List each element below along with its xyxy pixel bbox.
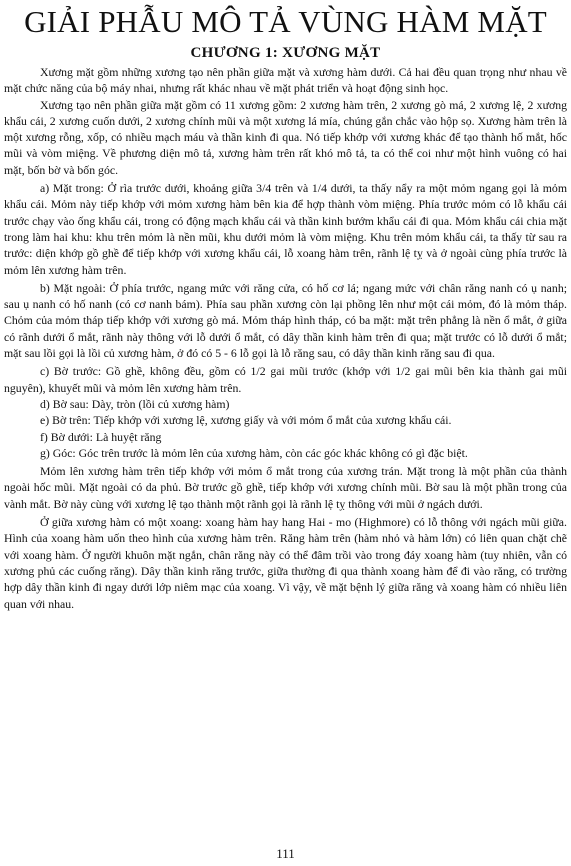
paragraph-intro: Xương mặt gồm những xương tạo nên phần giữa mặt và xương hàm dưới. Cả hai đều quan trọng như nhau về mặt chức năng của bộ máy nhai, nhưng rất khác nhau về mặt phát triển và hoạt động sinh học. [4, 65, 567, 96]
paragraph-sinus: Ở giữa xương hàm có một xoang: xoang hàm hay hang Hai - mo (Highmore) có lỗ thông với ngách mũi giữa. Hình của xoang hàm uốn theo hình của xương hàm trên. Răng hàm trên (hàm nhỏ và hàm lớn) có liên quan chặt chẽ với xoang hàm. Ở người khuôn mặt ngắn, chân răng này có thể đâm trồi vào trong đáy xoang hàm (tuy nhiên, vẫn có xương phủ các cuống răng). Dây thần kinh răng trước, giữa thường đi qua thành xoang hàm để đi vào răng, có trường hợp dây thần kinh đi ngay dưới lớp niêm mạc của xoang. Vì vậy, về mặt bệnh lý giữa răng và xoang hàm có nhiều liên quan với nhau. [4, 515, 567, 611]
paragraph-top-edge: e) Bờ trên: Tiếp khớp với xương lệ, xương giấy và với mỏm ổ mắt của xương khẩu cái. [40, 413, 452, 428]
page-title: GIẢI PHẪU MÔ TẢ VÙNG HÀM MẶT [24, 4, 547, 39]
paragraph-bottom-edge: f) Bờ dưới: Là huyệt răng [40, 429, 162, 444]
page-number: 111 [276, 846, 295, 861]
paragraph-corner: g) Góc: Góc trên trước là mỏm lên của xương hàm, còn các góc khác không có gì đặc biệt. [40, 445, 468, 460]
paragraph-outer-surface: b) Mặt ngoài: Ở phía trước, ngang mức với răng cửa, có hố cơ lá; ngang mức với chân răng nanh có ụ nanh; sau ụ nanh có hố nanh (có cơ nanh bám). Phía sau phần xương còn lại phồng lên như một cái mỏm, đó là mỏm tháp. Chỏm của mỏm tháp tiếp khớp với xương gò má. Mỏm tháp hình tháp, có ba mặt: mặt trên phẳng là nền ổ mắt, ở giữa có rãnh dưới ổ mắt, rãnh này thông với lỗ dưới ổ mắt, có dây thần kinh hàm trên đi qua; mặt trước có lỗ dưới ổ mắt; mặt sau lồi gọi là lồi củ xương hàm, ở đó có 5 - 6 lỗ gọi là lỗ răng sau, có dây thần kinh răng sau đi qua. [4, 280, 567, 361]
paragraph-front-edge: c) Bờ trước: Gồ ghề, không đều, gồm có 1/2 gai mũi trước (khớp với 1/2 gai mũi bên kia thành gai mũi nguyên), khuyết mũi và mỏm lên xương hàm trên. [4, 364, 567, 395]
chapter-heading: CHƯƠNG 1: XƯƠNG MẶT [190, 45, 381, 61]
body-text [4, 64, 567, 612]
paragraph-bones: Xương tạo nên phần giữa mặt gồm có 11 xương gồm: 2 xương hàm trên, 2 xương gò má, 2 xương lệ, 2 xương khẩu cái, 2 xương cuốn dưới, 2 xương chính mũi và một xương lá mía, chúng gắn chắc vào hộp sọ. Xương hàm trên là một xương rỗng, xốp, có nhiều mạch máu và thần kinh đi qua. Nó tiếp khớp với xương khác để tạo thành hố mắt, hốc mũi và vòm miệng. Về phương diện mô tả, xương hàm trên rất khó mô tả, ta có thể coi như một hình vuông có hai mặt, bốn bờ và bốn góc. [4, 97, 567, 177]
paragraph-frontal-process: Mỏm lên xương hàm trên tiếp khớp với mỏm ổ mắt trong của xương trán. Mặt trong là một phần của thành ngoài hốc mũi. Mặt ngoài có da phủ. Bờ trước gồ ghề, tiếp khớp với xương chính mũi. Bờ sau là một phần trong của vành mắt. Bờ này cùng với xương lệ tạo thành một rãnh gọi là rãnh lệ tỵ thông với mũi ở ngách dưới. [4, 464, 567, 511]
paragraph-inner-surface: a) Mặt trong: Ở rìa trước dưới, khoảng giữa 3/4 trên và 1/4 dưới, ta thấy nẩy ra một mỏm ngang gọi là mỏm khẩu cái. Mỏm này tiếp khớp với mỏm xương hàm bên kia để hợp thành vòm miệng. Phía trước mỏm có lỗ khẩu cái trước chạy vào ống khẩu cái, trong có động mạch khẩu cái và thần kinh bướm khẩu cái đi qua. Mỏm khẩu cái chia mặt trong làm hai khu: khu trên mỏm là nền mũi, khu dưới mỏm là vòm miệng. Khu trên mỏm khẩu cái, ta thấy từ sau ra trước: diện khớp gồ ghề để tiếp khớp với xương khẩu cái, lỗ xoang hàm trên, rãnh lệ tỵ và ở ngoài cùng phía trước là mỏm lên xương hàm trên. [4, 181, 567, 277]
paragraph-back-edge: d) Bờ sau: Dày, tròn (lồi củ xương hàm) [40, 396, 230, 411]
